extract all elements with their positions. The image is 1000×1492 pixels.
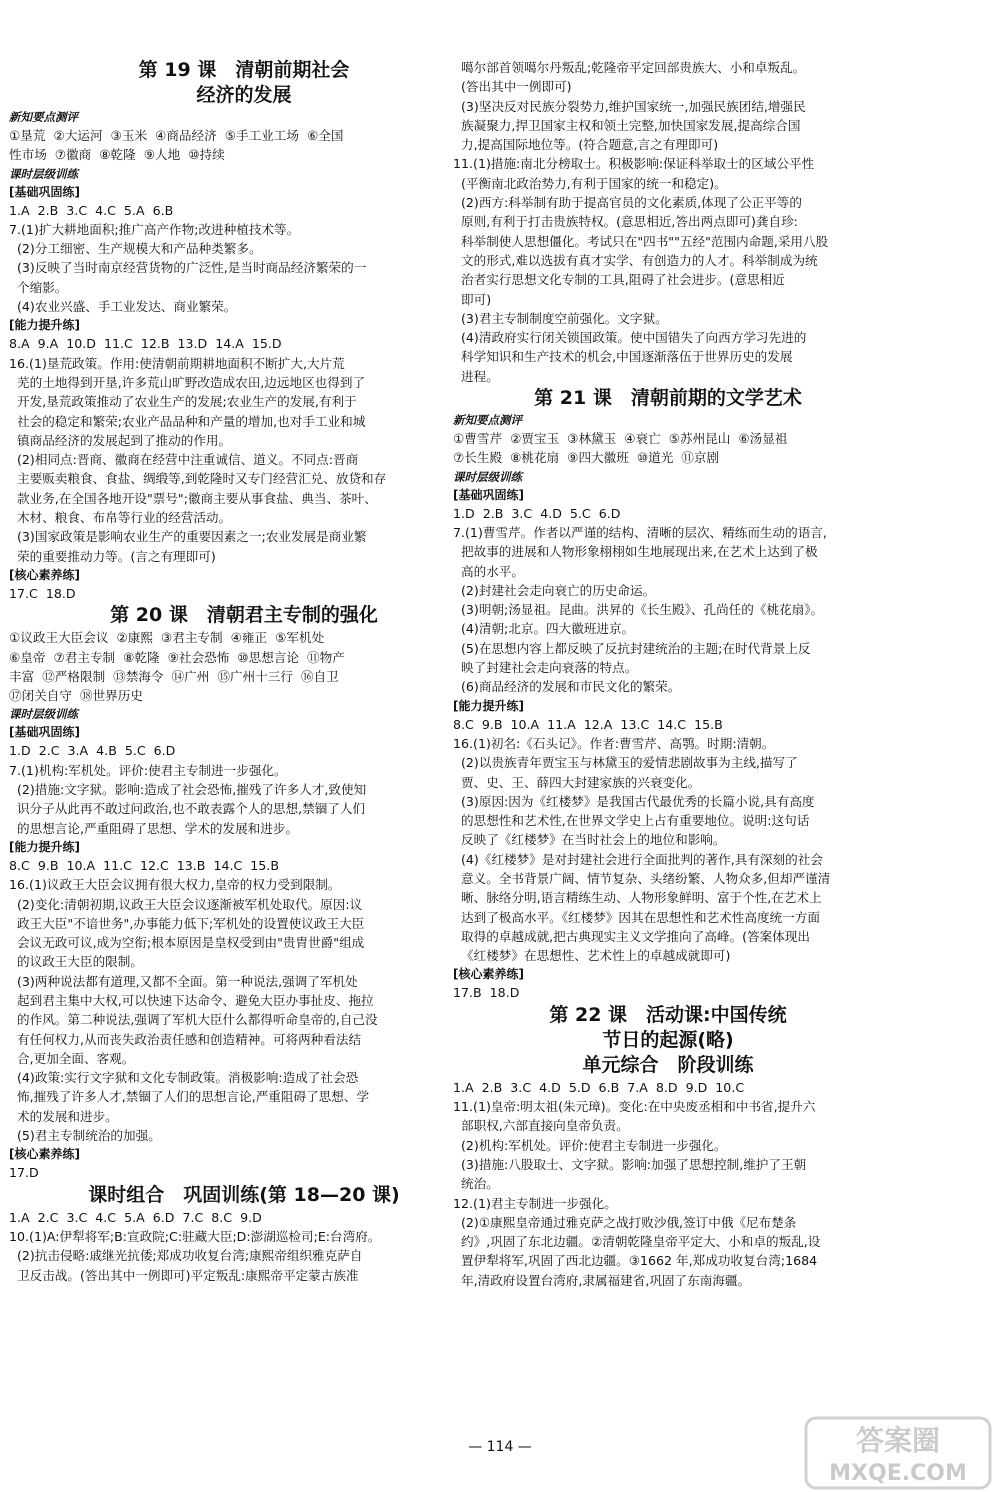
section-heading: [核心素养练]	[453, 967, 524, 982]
section-heading: [能力提升练]	[453, 698, 524, 713]
answer-line: 丰富 ⑫严格限制 ⑬禁海令 ⑭广州 ⑮广州十三行 ⑯自卫	[9, 668, 339, 684]
answer-line: 识分子从此再不敢过问政治,也不敢表露个人的思想,禁锢了人们	[9, 801, 366, 817]
answer-line: (3)坚决反对民族分裂势力,维护国家统一,加强民族团结,增强民	[453, 98, 806, 114]
answer-line: (4)农业兴盛、手工业发达、商业繁荣。	[9, 299, 237, 315]
answer-line: 政王大臣"不谙世务",办事能力低下;军机处的设置使议政王大臣	[9, 915, 365, 931]
lesson-title: 第 21 课 清朝前期的文学艺术	[534, 387, 802, 410]
answer-line: 16.(1)初名:《石头记》。作者:曹雪芹、高鹗。时期:清朝。	[453, 735, 775, 751]
section-heading: [基础巩固练]	[9, 725, 80, 740]
watermark-text-2: MXQE.COM	[829, 1461, 967, 1486]
lesson-title: 第 19 课 清朝前期社会	[138, 59, 350, 81]
answer-line: 荣的重要推动力等。(言之有理即可)	[9, 548, 216, 564]
answer-line: 11.(1)措施:南北分榜取士。积极影响:保证科举取士的区域公平性	[453, 156, 815, 172]
lesson-title: 第 22 课 活动课:中国传统	[549, 1003, 787, 1026]
answer-line: (3)君主专制制度空前强化。文字狱。	[453, 310, 668, 326]
answer-line: (2)变化:清朝初期,议政王大臣会议逐渐被军机处取代。原因:议	[9, 896, 363, 912]
answer-line: 年,清政府设置台湾府,隶属福建省,巩固了东南海疆。	[453, 1272, 751, 1288]
answer-line: 木材、粮食、布帛等行业的经营活动。	[9, 510, 232, 526]
section-tag: 课时层级训练	[453, 469, 522, 484]
answer-line: 治者实行思想文化专制的工具,阻碍了社会进步。(意思相近	[453, 272, 785, 288]
answer-line: 1.A 2.C 3.C 4.C 5.A 6.D 7.C 8.C 9.D	[9, 1209, 262, 1225]
answer-line: 术的发展和进步。	[9, 1108, 118, 1124]
answer-line: 开发,垦荒政策推动了农业生产的发展;农业生产的发展,有利于	[9, 394, 357, 410]
answer-line: (6)商品经济的发展和市民文化的繁荣。	[453, 679, 681, 695]
answer-line: 怖,摧残了许多人才,禁锢了人们的思想言论,严重阻碍了思想、学	[9, 1089, 370, 1105]
section-heading: [核心素养练]	[9, 567, 80, 582]
answer-line: 芜的土地得到开垦,许多荒山旷野改造成农田,边远地区也得到了	[9, 374, 366, 390]
answer-line: (3)原因:因为《红楼梦》是我国古代最优秀的长篇小说,具有高度	[453, 793, 815, 809]
answer-line: ①垦荒 ②大运河 ③玉米 ④商品经济 ⑤手工业工场 ⑥全国	[9, 128, 344, 143]
answer-line: 个缩影。	[9, 279, 68, 295]
answer-line: 会议无政可议,成为空衔;根本原因是皇权受到由"贵胄世爵"组成	[9, 935, 365, 951]
section-tag: 新知要点测评	[9, 110, 78, 124]
answer-line: 16.(1)议政王大臣会议拥有很大权力,皇帝的权力受到限制。	[9, 877, 341, 893]
answer-line: ⑥皇帝 ⑦君主专制 ⑧乾隆 ⑨社会恐怖 ⑩思想言论 ⑪物产	[9, 649, 345, 665]
answer-line: 1.A 2.B 3.C 4.D 5.D 6.B 7.A 8.D 9.D 10.C	[453, 1079, 745, 1095]
answer-line: (3)措施:八股取士、文字狱。影响:加强了思想控制,维护了王朝	[453, 1156, 807, 1172]
right-column	[453, 58, 883, 1290]
answer-line: 约》,巩固了东北边疆。②清朝乾隆皇帝平定大、小和卓的叛乱,设	[453, 1234, 821, 1250]
answer-line: (2)相同点:晋商、徽商在经营中注重诚信、道义。不同点:晋商	[9, 452, 359, 468]
page-number: — 114 —	[468, 1439, 532, 1455]
answer-line: 科学知识和生产技术的机会,中国逐渐落伍于世界历史的发展	[453, 349, 793, 365]
answer-line: (3)明朝;汤显祖。昆曲。洪昇的《长生殿》、孔尚任的《桃花扇》。	[453, 602, 824, 618]
answer-line: 1.D 2.B 3.C 4.D 5.C 6.D	[453, 505, 621, 521]
answer-line: 晰、脉络分明,语言精练生动、人物形象鲜明、富于个性,在艺术上	[453, 890, 822, 906]
lesson-title: 单元综合 阶段训练	[582, 1053, 754, 1076]
answer-line: 11.(1)皇帝:明太祖(朱元璋)。变化:在中央废丞相和中书省,提升六	[453, 1099, 816, 1115]
answer-line: 17.D	[9, 1165, 39, 1181]
answer-line: 有任何权力,从而丧失政治责任感和创造精神。可将两种看法结	[9, 1031, 362, 1047]
answer-line: 8.C 9.B 10.A 11.A 12.A 13.C 14.C 15.B	[453, 716, 723, 732]
answer-line: 噶尔部首领噶尔丹叛乱;乾隆帝平定回部贵族大、小和卓叛乱。	[453, 60, 806, 75]
answer-line: 款业务,在全国各地开设"票号";徽商主要从事食盐、典当、茶叶、	[9, 490, 377, 506]
section-heading: [基础巩固练]	[9, 184, 80, 199]
answer-line: (3)国家政策是影响农业生产的重要因素之一;农业发展是商业繁	[9, 529, 367, 545]
answer-line: 起到君主集中大权,可以快速下达命令、避免大臣办事扯皮、拖拉	[9, 992, 374, 1008]
answer-line: 达到了极高水平。《红楼梦》因其在思想性和艺术性高度统一方面	[453, 909, 820, 925]
answer-line: (4)清政府实行闭关锁国政策。使中国错失了向西方学习先进的	[453, 330, 807, 346]
answer-line: 的议政王大臣的限制。	[9, 954, 143, 970]
answer-line: 社会的稳定和繁荣;农业产品品种和产量的增加,也对手工业和城	[9, 413, 366, 429]
answer-line: (平衡南北政治势力,有利于国家的统一和稳定)。	[453, 175, 727, 191]
answer-line: 《红楼梦》在思想性、艺术性上的卓越成就即可)	[453, 948, 731, 964]
answer-line: ⑦长生殿 ⑧桃花扇 ⑨四大徽班 ⑩道光 ⑪京剧	[453, 450, 720, 466]
answer-line: 反映了《红楼梦》在当时社会上的地位和影响。	[453, 832, 726, 848]
answer-line: 性市场 ⑦徽商 ⑧乾隆 ⑨人地 ⑩持续	[9, 147, 225, 163]
answer-line: ①议政王大臣会议 ②康熙 ③君主专制 ④雍正 ⑤军机处	[9, 630, 325, 646]
watermark-logo	[804, 1416, 992, 1490]
answer-line: 主要贩卖粮食、食盐、绸缎等,到乾隆时又专门经营汇兑、放贷和存	[9, 471, 387, 487]
answer-line: ①曹雪芹 ②贾宝玉 ③林黛玉 ④衰亡 ⑤苏州昆山 ⑥汤显祖	[453, 431, 788, 447]
answer-line: (2)西方:科举制有助于提高官员的文化素质,体现了公正平等的	[453, 195, 802, 211]
answer-line: 16.(1)垦荒政策。作用:使清朝前期耕地面积不断扩大,大片荒	[9, 355, 345, 371]
section-heading: [基础巩固练]	[453, 487, 524, 502]
answer-line: (4)《红楼梦》是对封建社会进行全面批判的著作,具有深刻的社会	[453, 851, 823, 867]
answer-line: (2)分工细密、生产规模大和产品种类繁多。	[9, 241, 262, 257]
lesson-title: 第 20 课 清朝君主专制的强化	[110, 604, 378, 627]
answer-line: (4)政策:实行文字狱和文化专制政策。消极影响:造成了社会恐	[9, 1070, 359, 1086]
answer-line: 原则,有利于打击贵族特权。(意思相近,答出两点即可)龚自珍:	[453, 214, 798, 230]
answer-line: 贾、史、王、薛四大封建家族的兴衰变化。	[453, 774, 701, 790]
answer-line: 的作风。第二种说法,强调了军机大臣什么都得听命皇帝的,自己没	[9, 1012, 378, 1028]
answer-line: (3)反映了当时南京经营货物的广泛性,是当时商品经济繁荣的一	[9, 260, 367, 276]
answer-line: 8.C 9.B 10.A 11.C 12.C 13.B 14.C 15.B	[9, 857, 279, 873]
lesson-title: 经济的发展	[196, 84, 292, 106]
answer-line: 族凝聚力,捍卫国家主权和领土完整,加快国家发展,提高综合国	[453, 117, 801, 133]
answer-line: 17.C 18.D	[9, 585, 76, 601]
section-tag: 新知要点测评	[453, 413, 522, 428]
answer-line: 力,提高国际地位等。(符合题意,言之有理即可)	[453, 137, 719, 153]
answer-line: 即可)	[453, 291, 492, 307]
answer-line: (3)两种说法都有道理,又都不全面。第一种说法,强调了军机处	[9, 973, 358, 989]
section-heading: [能力提升练]	[9, 318, 80, 333]
answer-line: (2)抗击侵略:戚继光抗倭;郑成功收复台湾;康熙帝组织雅克萨自	[9, 1248, 363, 1264]
answer-line: 统治。	[453, 1176, 499, 1192]
answer-line: 置伊犁将军,巩固了西北边疆。③1662 年,郑成功收复台湾;1684	[453, 1253, 818, 1269]
answer-line: (2)措施:文字狱。影响:造成了社会恐怖,摧残了许多人才,致使知	[9, 782, 367, 798]
answer-line: 1.D 2.C 3.A 4.B 5.C 6.D	[9, 743, 176, 759]
answer-line: (2)封建社会走向衰亡的历史命运。	[453, 582, 656, 598]
answer-line: 部职权,六部直接向皇帝负责。	[453, 1118, 629, 1134]
answer-line: 把故事的进展和人物形象栩栩如生地展现出来,在艺术上达到了极	[453, 544, 818, 560]
answer-line: 进程。	[453, 368, 499, 384]
answer-line: (5)在思想内容上都反映了反抗封建统治的主题;在时代背景上反	[453, 640, 811, 656]
answer-line: 1.A 2.B 3.C 4.C 5.A 6.B	[9, 202, 174, 218]
section-heading: [能力提升练]	[9, 839, 80, 854]
answer-line: 合,更加全面、客观。	[9, 1050, 135, 1066]
answer-line: 7.(1)扩大耕地面积;推广高产作物;改进种植技术等。	[9, 221, 300, 237]
answer-line: 的思想言论,严重阻碍了思想、学术的发展和进步。	[9, 820, 299, 836]
answer-line: 17.B 18.D	[453, 985, 520, 1001]
answer-line: ⑰闭关自守 ⑱世界历史	[9, 688, 143, 704]
answer-line: (4)清朝;北京。四大徽班进京。	[453, 621, 635, 637]
answer-line: 文的形式,难以选拔有真才实学、有创造力的人才。科举制成为统	[453, 252, 818, 268]
answer-line: (2)以贵族青年贾宝玉与林黛玉的爱情悲剧故事为主线,描写了	[453, 755, 798, 771]
section-heading: [核心素养练]	[9, 1147, 80, 1162]
answer-line: 科举制使人思想僵化。考试只在"四书""五经"范围内命题,采用八股	[453, 233, 829, 249]
answer-line: 意义。全书背景广阔、情节复杂、头绪纷繁、人物众多,但却严谨清	[453, 870, 831, 886]
section-tag: 课时层级训练	[9, 707, 78, 722]
answer-line: 7.(1)机构:军机处。评价:使君主专制进一步强化。	[9, 762, 287, 778]
left-column	[9, 58, 479, 1285]
answer-line: 的思想性和艺术性,在世界文学史上占有重要地位。说明:这句话	[453, 813, 810, 829]
answer-line: 12.(1)君主专制进一步强化。	[453, 1195, 617, 1211]
answer-line: 8.A 9.A 10.D 11.C 12.B 13.D 14.A 15.D	[9, 336, 282, 352]
answer-line: (答出其中一例即可)	[453, 79, 572, 95]
answer-line: 映了封建社会走向衰落的特点。	[453, 660, 638, 676]
answer-line: (2)机构:军机处。评价:使君主专制进一步强化。	[453, 1137, 727, 1153]
watermark-text-1: 答案圈	[855, 1424, 941, 1457]
lesson-title: 节日的起源(略)	[602, 1028, 734, 1051]
answer-line: 高的水平。	[453, 563, 524, 579]
answer-line: 7.(1)曹雪芹。作者以严谨的结构、清晰的层次、精练而生动的语言,	[453, 524, 827, 540]
answer-line: 卫反击战。(答出其中一例即可)平定叛乱:康熙帝平定蒙古族准	[9, 1267, 359, 1283]
answer-line: 镇商品经济的发展起到了推动的作用。	[9, 432, 232, 448]
answer-line: (5)君主专制统治的加强。	[9, 1128, 161, 1144]
section-tag: 课时层级训练	[9, 166, 78, 181]
answer-line: 10.(1)A:伊犁将军;B:宣政院;C:驻藏大臣;D:澎湖巡检司;E:台湾府。	[9, 1228, 381, 1244]
answer-line: 取得的卓越成就,把古典现实主义文学推向了高峰。(答案体现出	[453, 928, 810, 944]
lesson-title: 课时组合 巩固训练(第 18—20 课)	[88, 1183, 400, 1206]
answer-line: (2)①康熙皇帝通过雅克萨之战打败沙俄,签订中俄《尼布楚条	[453, 1214, 797, 1230]
